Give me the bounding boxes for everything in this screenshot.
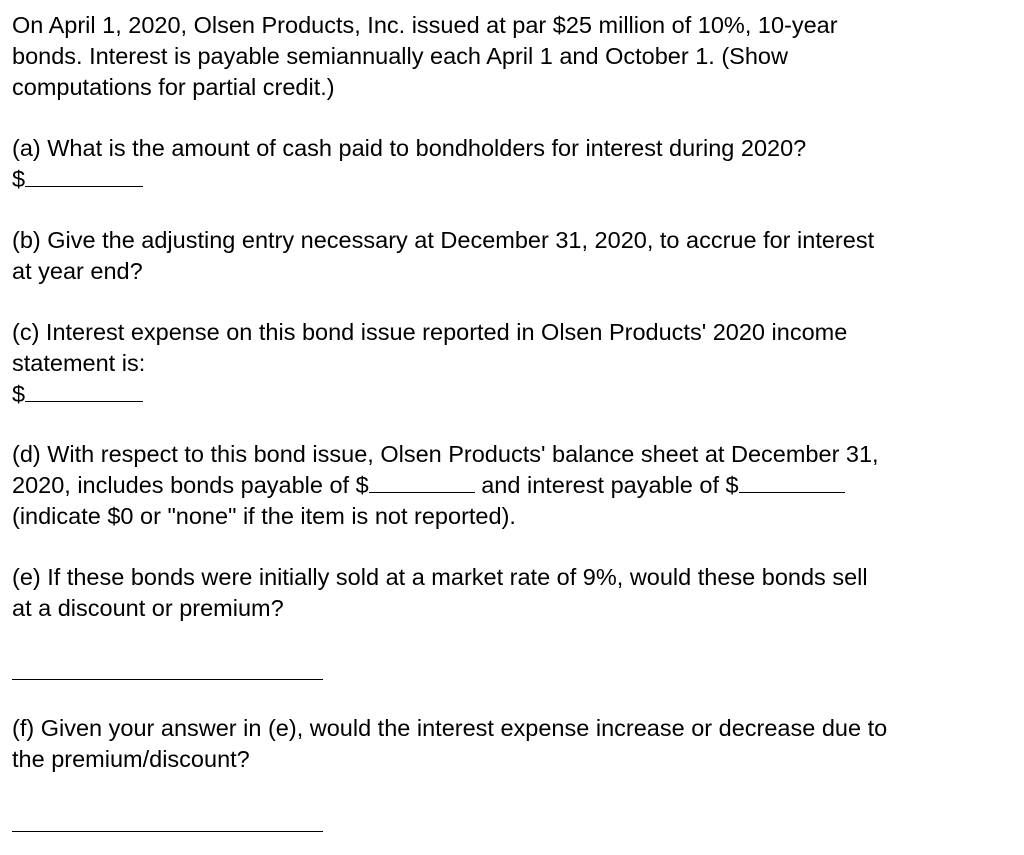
intro-line-2: bonds. Interest is payable semiannually each April 1 and October 1. (Show <box>12 43 788 69</box>
question-a-answer-row <box>12 164 143 195</box>
interest-payable-blank[interactable] <box>739 470 845 493</box>
question-c-line-2: statement is: <box>12 350 146 376</box>
bonds-payable-label: 2020, includes bonds payable of $ <box>12 472 369 498</box>
question-c-line-1: (c) Interest expense on this bond issue reported in Olsen Products' 2020 income <box>12 319 848 345</box>
question-f-line-1: (f) Given your answer in (e), would the interest expense increase or decrease due to <box>12 715 888 741</box>
question-a-answer-blank[interactable] <box>25 164 143 187</box>
question-f-line-2: the premium/discount? <box>12 746 250 772</box>
intro-line-3: computations for partial credit.) <box>12 74 335 100</box>
question-a-text: (a) What is the amount of cash paid to bondholders for interest during 2020? <box>12 135 807 161</box>
currency-symbol: $ <box>12 166 26 192</box>
question-d-line-3: (indicate $0 or "none" if the item is not reported). <box>12 503 516 529</box>
intro-line-1: On April 1, 2020, Olsen Products, Inc. issued at par $25 million of 10%, 10-year <box>12 12 838 38</box>
question-b-line-1: (b) Give the adjusting entry necessary at December 31, 2020, to accrue for interest <box>12 227 875 253</box>
question-e-line-2: at a discount or premium? <box>12 595 284 621</box>
question-c-answer-blank[interactable] <box>25 379 143 402</box>
bonds-payable-blank[interactable] <box>369 470 475 493</box>
question-b-line-2: at year end? <box>12 258 143 284</box>
question-e-answer-blank[interactable] <box>12 679 323 680</box>
interest-payable-label: and interest payable of $ <box>474 472 739 498</box>
currency-symbol: $ <box>12 381 26 407</box>
question-d-line-1: (d) With respect to this bond issue, Olsen Products' balance sheet at December 31, <box>12 441 879 467</box>
question-f-answer-blank[interactable] <box>12 831 323 832</box>
question-e-line-1: (e) If these bonds were initially sold at a market rate of 9%, would these bonds sell <box>12 564 868 590</box>
question-d-line-2 <box>12 470 845 501</box>
question-c-answer-row <box>12 379 143 410</box>
